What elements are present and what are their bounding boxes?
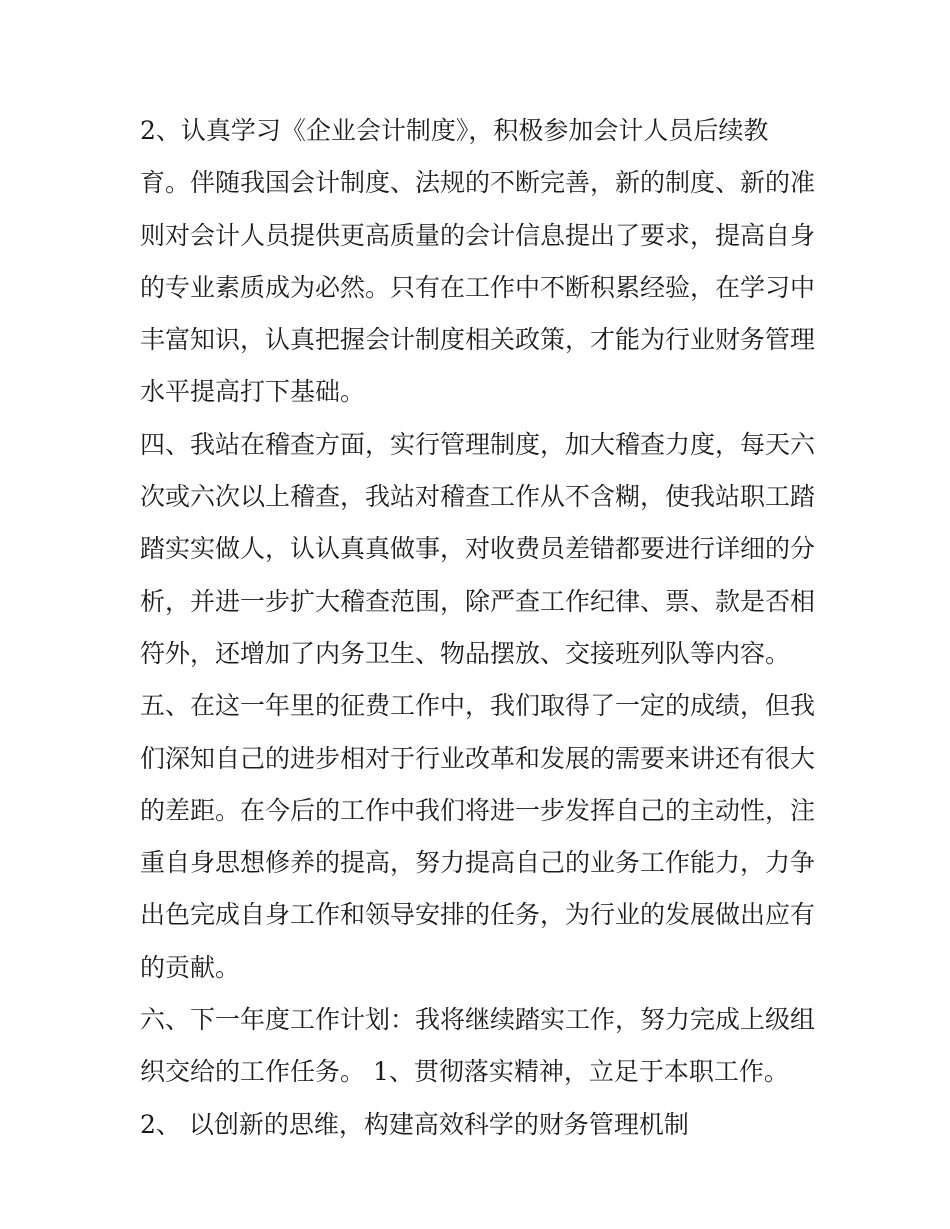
text-line: 们深知自己的进步相对于行业改革和发展的需要来讲还有很大 xyxy=(140,743,816,773)
text-line: 丰富知识，认真把握会计制度相关政策，才能为行业财务管理 xyxy=(140,325,816,355)
text-line: 符外，还增加了内务卫生、物品摆放、交接班列队等内容。 xyxy=(140,638,791,668)
text-line: 水平提高打下基础。 xyxy=(140,377,366,407)
text-line: 析，并进一步扩大稽查范围，除严查工作纪律、票、款是否相 xyxy=(140,586,816,616)
text-line: 次或六次以上稽查，我站对稽查工作从不含糊，使我站职工踏 xyxy=(140,482,816,512)
text-line: 出色完成自身工作和领导安排的任务，为行业的发展做出应有 xyxy=(140,900,816,930)
text-line: 2、认真学习《企业会计制度》，积极参加会计人员后续教 xyxy=(140,116,769,145)
text-line: 六、下一年度工作计划：我将继续踏实工作，努力完成上级组 xyxy=(140,1005,816,1035)
text-line: 四、我站在稽查方面，实行管理制度，加大稽查力度，每天六 xyxy=(140,429,816,459)
text-line: 的专业素质成为必然。只有在工作中不断积累经验，在学习中 xyxy=(140,272,816,302)
text-line: 踏实实做人，认认真真做事，对收费员差错都要进行详细的分 xyxy=(140,534,816,564)
text-line: 重自身思想修养的提高，努力提高自己的业务工作能力，力争 xyxy=(140,848,816,878)
text-line: 育。伴随我国会计制度、法规的不断完善，新的制度、新的准 xyxy=(140,168,816,198)
text-line: 则对会计人员提供更高质量的会计信息提出了要求，提高自身 xyxy=(140,220,816,250)
text-line: 的贡献。 xyxy=(140,952,241,982)
text-line: 织交给的工作任务。 1、贯彻落实精神，立足于本职工作。 xyxy=(140,1057,789,1087)
text-line: 五、在这一年里的征费工作中，我们取得了一定的成绩，但我 xyxy=(140,691,816,721)
text-line: 2、 以创新的思维，构建高效科学的财务管理机制 xyxy=(140,1109,689,1139)
text-line: 的差距。在今后的工作中我们将进一步发挥自己的主动性，注 xyxy=(140,795,816,825)
document-body xyxy=(140,105,820,1151)
